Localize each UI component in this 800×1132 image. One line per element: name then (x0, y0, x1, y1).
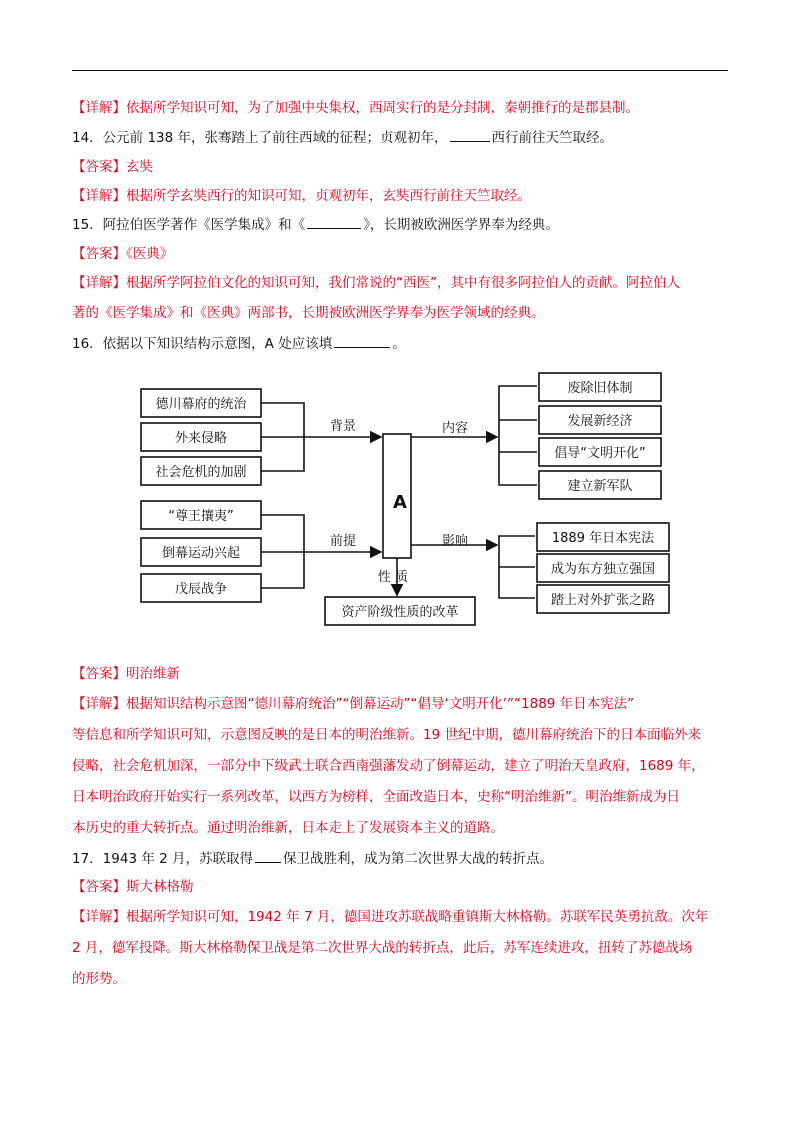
impact-bracket (499, 536, 535, 598)
question-16-text-a: 16．依据以下知识结构示意图，A 处应该填 (72, 336, 333, 352)
nature-label: 性 质 (377, 570, 409, 585)
content-item-2: 发展新经济 (567, 414, 633, 429)
impact-item-3: 踏上对外扩张之路 (550, 593, 656, 608)
detail-17-b: 2 月，德军投降。斯大林格勒保卫战是第二次世界大战的转折点，此后，苏军连续进攻，扭转了苏德战场 (72, 940, 693, 956)
detail-14: 【详解】根据所学玄奘西行的知识可知，贞观初年，玄奘西行前往天竺取经。 (72, 188, 531, 204)
center-label: A (393, 492, 407, 513)
bg-item-2: 外来侵略 (174, 431, 228, 446)
premise-label: 前提 (329, 534, 357, 549)
detail-15-b: 著的《医学集成》和《医典》两部书，长期被欧洲医学界奉为医学领域的经典。 (72, 305, 545, 321)
question-14-text-a: 14．公元前 138 年，张骞踏上了前往西域的征程；贞观初年， (72, 130, 448, 146)
content-bracket (499, 386, 537, 485)
question-17 (72, 848, 732, 869)
detail-17-c: 的形势。 (72, 971, 126, 987)
bg-item-3: 社会危机的加剧 (155, 465, 247, 480)
content-label: 内容 (441, 421, 469, 436)
detail-16-d: 日本明治政府开始实行一系列改革，以西方为榜样，全面改造日本，史称“明治维新”。明治维新成为日 (72, 789, 680, 805)
bg-bracket (261, 403, 304, 471)
question-17-text-b: 保卫战胜利，成为第二次世界大战的转折点。 (283, 851, 553, 867)
pre-bracket (261, 515, 304, 588)
answer-15: 【答案】《医典》 (72, 246, 174, 262)
bg-item-1: 德川幕府的统治 (155, 397, 247, 412)
detail-16-b: 等信息和所学知识可知，示意图反映的是日本的明治维新。19 世纪中期，德川幕府统治下的日本面临外来 (72, 727, 701, 743)
answer-blank-17 (255, 848, 281, 863)
detail-15-a: 【详解】根据所学阿拉伯文化的知识可知，我们常说的“西医”，其中有很多阿拉伯人的贡献。阿拉伯人 (72, 275, 680, 291)
detail-16-c: 侵略，社会危机加深，一部分中下级武士联合西南强藩发动了倒幕运动，建立了明治天皇政府，1689 年， (72, 758, 705, 774)
content-item-3: 倡导“文明开化” (554, 446, 646, 461)
nature-item: 资产阶级性质的改革 (341, 605, 459, 620)
question-15-text-a: 15．阿拉伯医学著作《医学集成》和《 (72, 217, 306, 233)
answer-14: 【答案】玄奘 (72, 159, 153, 175)
impact-item-1: 1889 年日本宪法 (551, 531, 655, 546)
question-17-text-a: 17．1943 年 2 月，苏联取得 (72, 851, 253, 867)
detail-17-a: 【详解】根据所学知识可知，1942 年 7 月，德国进攻苏联战略重镇斯大林格勒。苏联军民英勇抗敌。次年 (72, 909, 709, 925)
detail-16-e: 本历史的重大转折点。通过明治维新，日本走上了发展资本主义的道路。 (72, 820, 504, 836)
question-14-text-b: 西行前往天竺取经。 (491, 130, 614, 146)
content-item-1: 废除旧体制 (567, 381, 633, 396)
background-label: 背景 (329, 419, 357, 434)
question-16-text-b: 。 (392, 336, 406, 352)
pre-item-3: 戊辰战争 (174, 582, 228, 597)
question-15-text-b: 》，长期被欧洲医学界奉为经典。 (363, 217, 559, 233)
answer-16: 【答案】明治维新 (72, 666, 180, 682)
detail-13: 【详解】依据所学知识可知，为了加强中央集权，西周实行的是分封制，秦朝推行的是郡县制。 (72, 100, 639, 116)
content-item-4: 建立新军队 (567, 479, 633, 494)
impact-item-2: 成为东方独立强国 (550, 562, 656, 577)
answer-17: 【答案】斯大林格勒 (72, 879, 194, 895)
impact-label: 影响 (441, 534, 469, 549)
detail-16-a: 【详解】根据知识结构示意图“德川幕府统治”“倒幕运动”“倡导‘文明开化’”“1889 年日本宪法” (72, 696, 635, 712)
pre-item-1: “尊王攘夷” (168, 509, 234, 524)
pre-item-2: 倒幕运动兴起 (161, 546, 241, 561)
